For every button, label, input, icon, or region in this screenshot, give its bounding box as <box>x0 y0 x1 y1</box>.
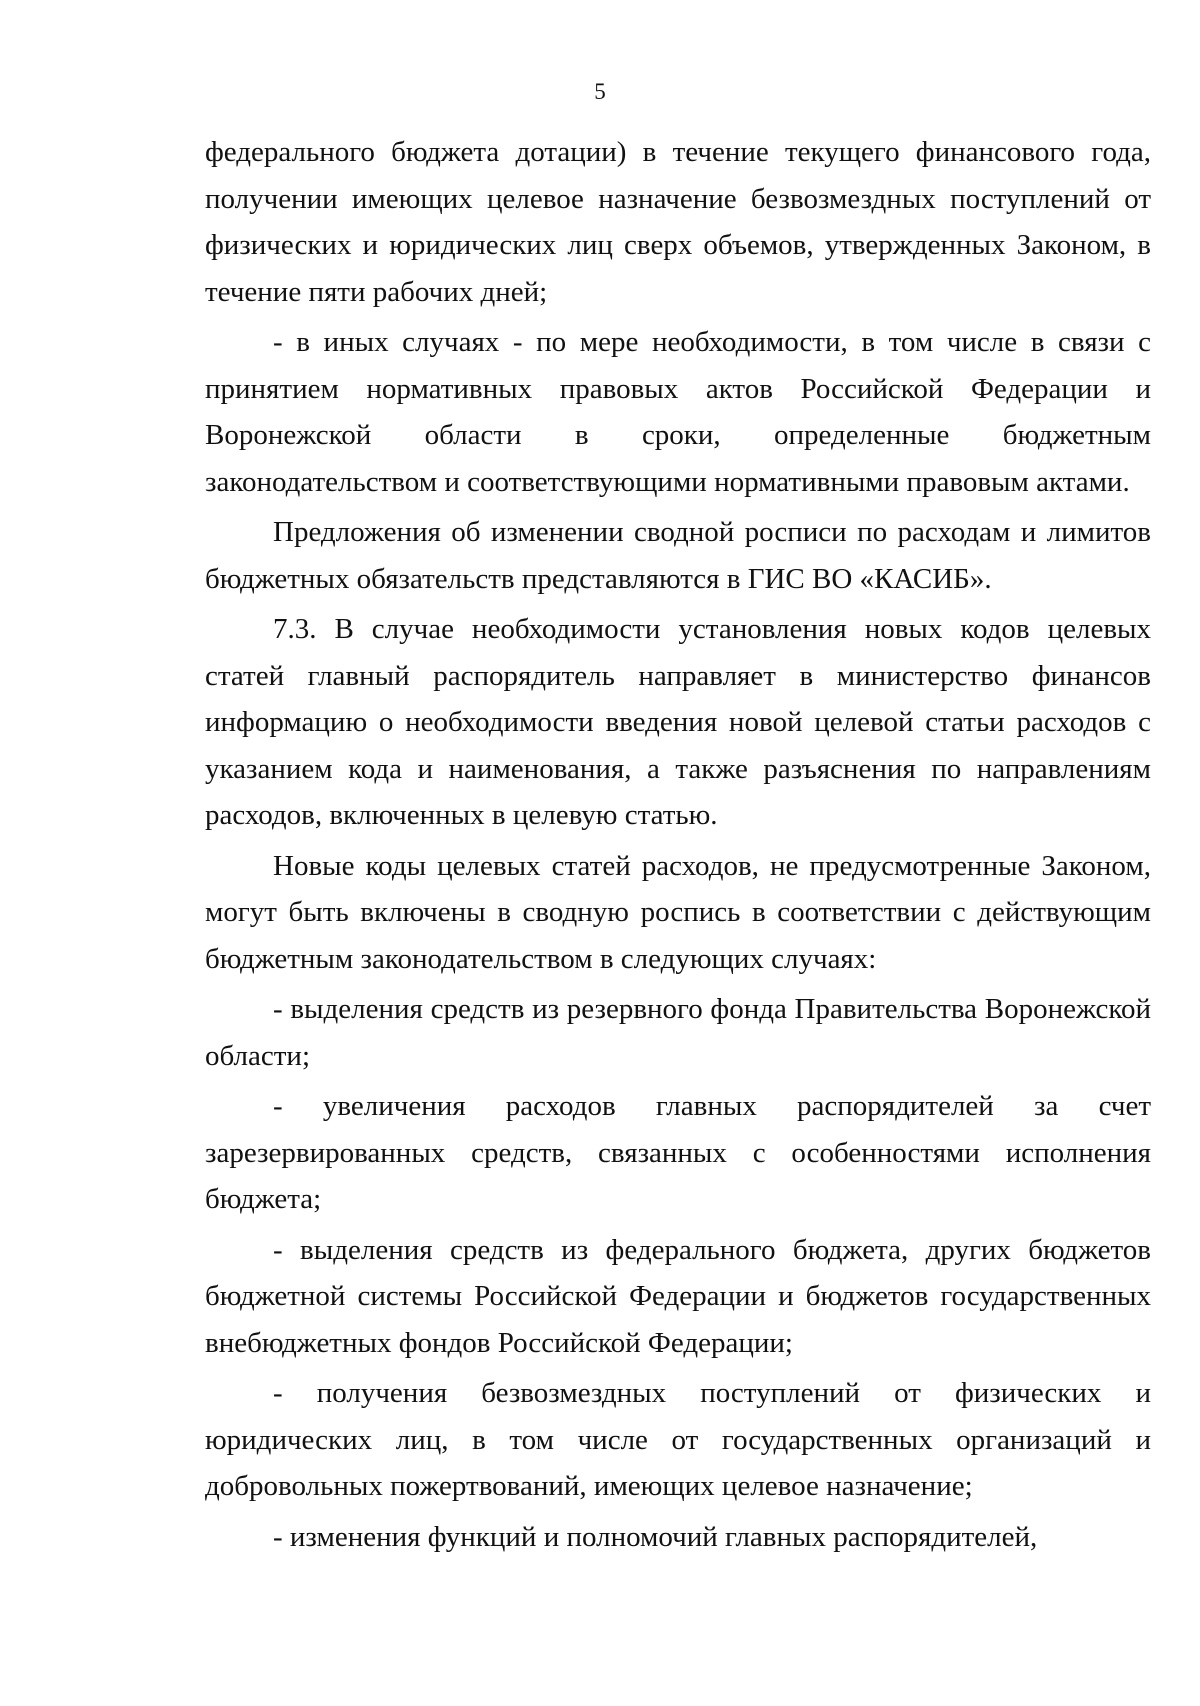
document-body <box>205 129 1151 1560</box>
paragraph: Предложения об изменении сводной росписи по расходам и лимитов бюджетных обязательств представляются в ГИС ВО «КАСИБ». <box>205 516 1151 595</box>
list-item: - увеличения расходов главных распорядителей за счет зарезервированных средств, связанных с особенностями исполнения бюджета; <box>205 1090 1151 1215</box>
paragraph: федерального бюджета дотации) в течение текущего финансового года, получении имеющих целевое назначение безвозмездных поступлений от физических и юридических лиц сверх объемов, утвержденных Законом, в течение пяти рабочих дней; <box>205 136 1151 308</box>
list-item: - выделения средств из резервного фонда Правительства Воронежской области; <box>205 993 1151 1072</box>
list-item: - выделения средств из федерального бюджета, других бюджетов бюджетной системы Российской Федерации и бюджетов государственных внебюджетных фондов Российской Федерации; <box>205 1233 1151 1359</box>
paragraph: Новые коды целевых статей расходов, не предусмотренные Законом, могут быть включены в сводную роспись в соответствии с действующим бюджетным законодательством в следующих случаях: <box>205 849 1151 975</box>
list-item: - изменения функций и полномочий главных распорядителей, <box>273 1520 1038 1553</box>
list-item: - получения безвозмездных поступлений от физических и юридических лиц, в том числе от государственных организаций и добровольных пожертвований, имеющих целевое назначение; <box>205 1377 1151 1502</box>
paragraph: 7.3. В случае необходимости установления новых кодов целевых статей главный распорядитель направляет в министерство финансов информацию о необходимости введения новой целевой статьи расходов с указанием кода и наименования, а также разъяснения по направлениям расходов, включенных в целевую статью. <box>205 613 1151 831</box>
paragraph: - в иных случаях - по мере необходимости, в том числе в связи с принятием нормативных правовых актов Российской Федерации и Воронежской области в сроки, определенные бюджетным законодательством и соответствующими нормативными правовым актами. <box>205 326 1151 498</box>
page-number: 5 <box>594 79 606 104</box>
